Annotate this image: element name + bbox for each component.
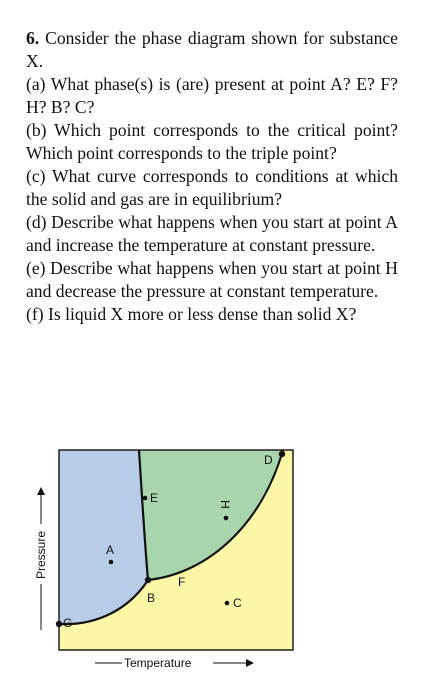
question-intro-text: Consider the phase diagram shown for substance X. [26,28,398,71]
point-b-dot [145,577,151,583]
x-axis-label: Temperature [124,656,192,670]
y-axis-arrow-icon [37,487,45,495]
point-f-label: F [178,575,186,589]
point-d-dot [279,451,285,457]
question-part-b: (b) Which point corresponds to the critical point? Which point corresponds to the triple point? [26,120,398,163]
point-b-label: B [147,591,156,605]
phase-diagram [0,438,440,700]
point-c-label: C [233,596,242,610]
question-number: 6. [26,28,40,48]
question-intro [26,27,398,73]
point-a-label: A [106,543,115,557]
question-part-f: (f) Is liquid X more or less dense than solid X? [26,304,357,324]
point-h-label: H [218,500,232,509]
x-axis-arrow-icon [246,659,254,667]
question-part-a: (a) What phase(s) is (are) present at point A? E? F? H? B? C? [26,74,398,117]
point-a-dot [109,560,114,565]
question-text [26,27,398,326]
point-e-dot [143,496,148,501]
point-g-label: G [63,616,73,630]
point-d-label: D [264,453,273,467]
y-axis-label: Pressure [34,530,48,579]
point-g-dot [56,621,62,627]
point-h-dot [224,516,229,521]
point-c-dot [225,601,230,606]
question-part-c: (c) What curve corresponds to conditions at which the solid and gas are in equilibrium? [26,166,398,209]
question-part-e: (e) Describe what happens when you start at point H and decrease the pressure at constant temperature. [26,258,398,301]
question-part-d: (d) Describe what happens when you start at point A and increase the temperature at constant pressure. [26,212,398,255]
point-e-label: E [150,491,159,505]
